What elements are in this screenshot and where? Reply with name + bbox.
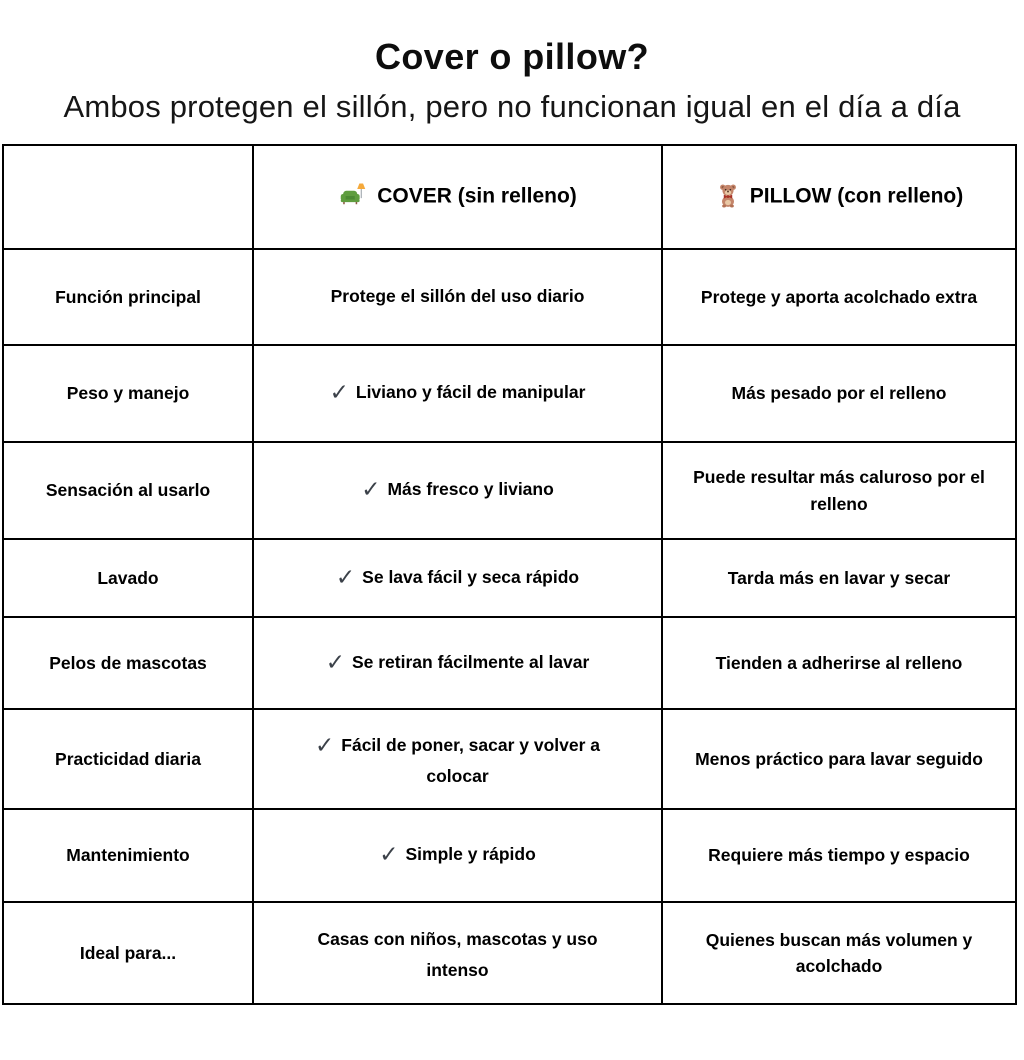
cover-text: Protege el sillón del uso diario — [330, 285, 585, 306]
feature-label: Practicidad diaria — [3, 709, 253, 809]
check-icon: ✓ — [379, 842, 399, 869]
couch-icon — [338, 181, 368, 209]
corner-cell — [3, 145, 253, 249]
table-row — [3, 345, 1016, 442]
cover-text: Simple y rápido — [405, 844, 536, 865]
table-row — [3, 442, 1016, 539]
table-row — [3, 617, 1016, 709]
cover-text: Liviano y fácil de manipular — [355, 382, 586, 403]
cover-cell — [253, 809, 662, 902]
pillow-column-header — [662, 145, 1016, 249]
cover-cell — [253, 442, 662, 539]
pillow-cell: Puede resultar más caluroso por el relleno — [662, 442, 1016, 539]
pillow-cell: Requiere más tiempo y espacio — [662, 809, 1016, 902]
comparison-table — [2, 144, 1017, 1005]
table-row — [3, 709, 1016, 809]
pillow-cell: Quienes buscan más volumen y acolchado — [662, 902, 1016, 1004]
check-icon: ✓ — [329, 380, 349, 407]
cover-text: Se retiran fácilmente al lavar — [351, 651, 590, 672]
feature-label: Peso y manejo — [3, 345, 253, 442]
pillow-cell: Tarda más en lavar y secar — [662, 539, 1016, 617]
teddy-bear-icon — [715, 182, 741, 208]
pillow-cell: Tienden a adherirse al relleno — [662, 617, 1016, 709]
table-row — [3, 902, 1016, 1004]
table-row — [3, 249, 1016, 345]
page-header — [0, 36, 1024, 125]
cover-text: Más fresco y liviano — [387, 479, 554, 500]
check-icon: ✓ — [314, 732, 335, 759]
feature-label: Lavado — [3, 539, 253, 617]
page-subtitle: Ambos protegen el sillón, pero no funcionan igual en el día a día — [63, 89, 961, 124]
feature-label: Sensación al usarlo — [3, 442, 253, 539]
cover-cell — [253, 539, 662, 617]
check-icon: ✓ — [361, 477, 381, 504]
table-row — [3, 809, 1016, 902]
feature-label: Función principal — [3, 249, 253, 345]
cover-text: Casas con niños, mascotas y uso intenso — [317, 928, 598, 981]
pillow-cell: Más pesado por el relleno — [662, 345, 1016, 442]
check-icon: ✓ — [335, 564, 356, 591]
feature-label: Pelos de mascotas — [3, 617, 253, 709]
cover-column-label: COVER (sin relleno) — [377, 184, 577, 208]
cover-cell — [253, 709, 662, 809]
cover-cell — [253, 617, 662, 709]
table-header-row — [3, 145, 1016, 249]
check-icon: ✓ — [325, 649, 345, 676]
page-title: Cover o pillow? — [374, 36, 649, 77]
pillow-column-label: PILLOW (con relleno) — [749, 184, 964, 208]
cover-cell — [253, 902, 662, 1004]
cover-text: Se lava fácil y seca rápido — [362, 566, 580, 587]
table-row — [3, 539, 1016, 617]
pillow-cell: Protege y aporta acolchado extra — [662, 249, 1016, 345]
feature-label: Mantenimiento — [3, 809, 253, 902]
feature-label: Ideal para... — [3, 902, 253, 1004]
cover-text: Fácil de poner, sacar y volver a colocar — [341, 734, 601, 787]
pillow-cell: Menos práctico para lavar seguido — [662, 709, 1016, 809]
cover-cell — [253, 249, 662, 345]
cover-cell — [253, 345, 662, 442]
cover-column-header — [253, 145, 662, 249]
